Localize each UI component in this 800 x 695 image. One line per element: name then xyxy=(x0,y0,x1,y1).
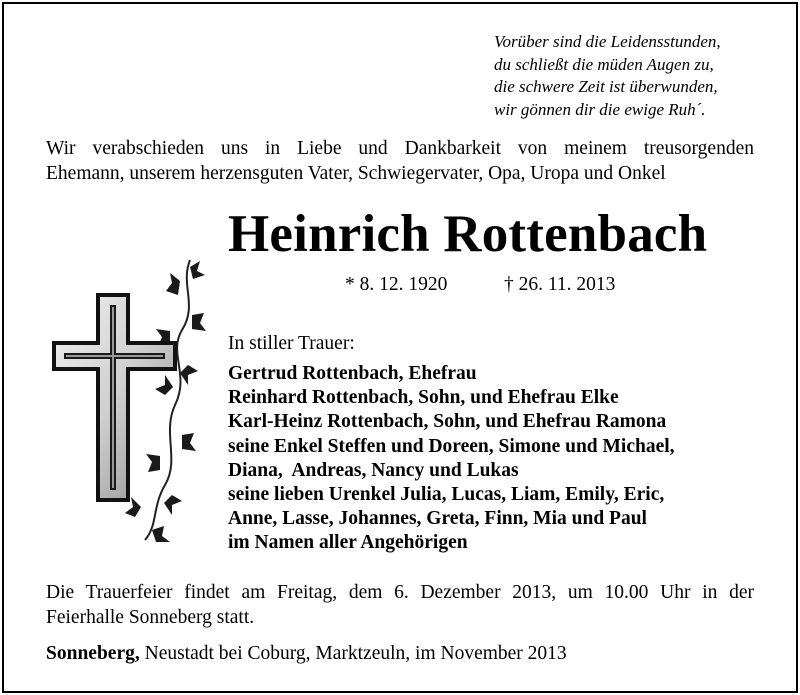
poem-line: Vorüber sind die Leidensstunden, xyxy=(494,32,721,51)
cross-with-ivy-icon xyxy=(40,255,210,545)
death-date: † 26. 11. 2013 xyxy=(504,274,616,295)
mourner-line: Anne, Lasse, Johannes, Greta, Finn, Mia und Paul xyxy=(228,508,647,530)
closing-line xyxy=(46,641,567,667)
poem-line: die schwere Zeit ist überwunden, xyxy=(494,77,718,96)
service-line: Feierhalle Sonneberg statt. xyxy=(46,607,255,628)
mourner-line: seine lieben Urenkel Julia, Lucas, Liam, Emily, Eric, xyxy=(228,484,665,506)
funeral-service-text xyxy=(46,580,754,630)
mourner-line: Diana, Andreas, Nancy und Lukas xyxy=(228,459,519,481)
mourner-line: Gertrud Rottenbach, Ehefrau xyxy=(228,363,477,384)
poem-line: wir gönnen dir die ewige Ruh´. xyxy=(494,99,706,119)
mourner-line: Reinhard Rottenbach, Sohn, und Ehefrau Elke xyxy=(228,387,619,409)
intro-line: Wir verabschieden uns in Liebe und Dankbarkeit von meinem treusorgenden xyxy=(46,138,754,159)
mourner-line: Karl-Heinz Rottenbach, Sohn, und Ehefrau Ramona xyxy=(228,411,667,433)
intro-line: Ehemann, unserem herzensguten Vater, Schwiegervater, Opa, Uropa und Onkel xyxy=(46,163,666,184)
closing-rest: Neustadt bei Coburg, Marktzeuln, im November 2013 xyxy=(139,643,567,664)
mourning-heading: In stiller Trauer: xyxy=(228,333,355,354)
deceased-name: Heinrich Rottenbach xyxy=(228,205,708,263)
mourner-line: im Namen aller Angehörigen xyxy=(228,532,468,554)
poem-line: du schließt die müden Augen zu, xyxy=(494,54,714,74)
service-line: Die Trauerfeier findet am Freitag, dem 6. Dezember 2013, um 10.00 Uhr in der xyxy=(46,582,754,603)
mourner-line: seine Enkel Steffen und Doreen, Simone und Michael, xyxy=(228,435,675,457)
birth-date: * 8. 12. 1920 xyxy=(345,274,448,295)
mourners-list xyxy=(228,362,675,556)
intro-text xyxy=(46,136,754,186)
closing-place: Sonneberg, xyxy=(46,643,140,664)
poem-verse xyxy=(494,31,721,121)
